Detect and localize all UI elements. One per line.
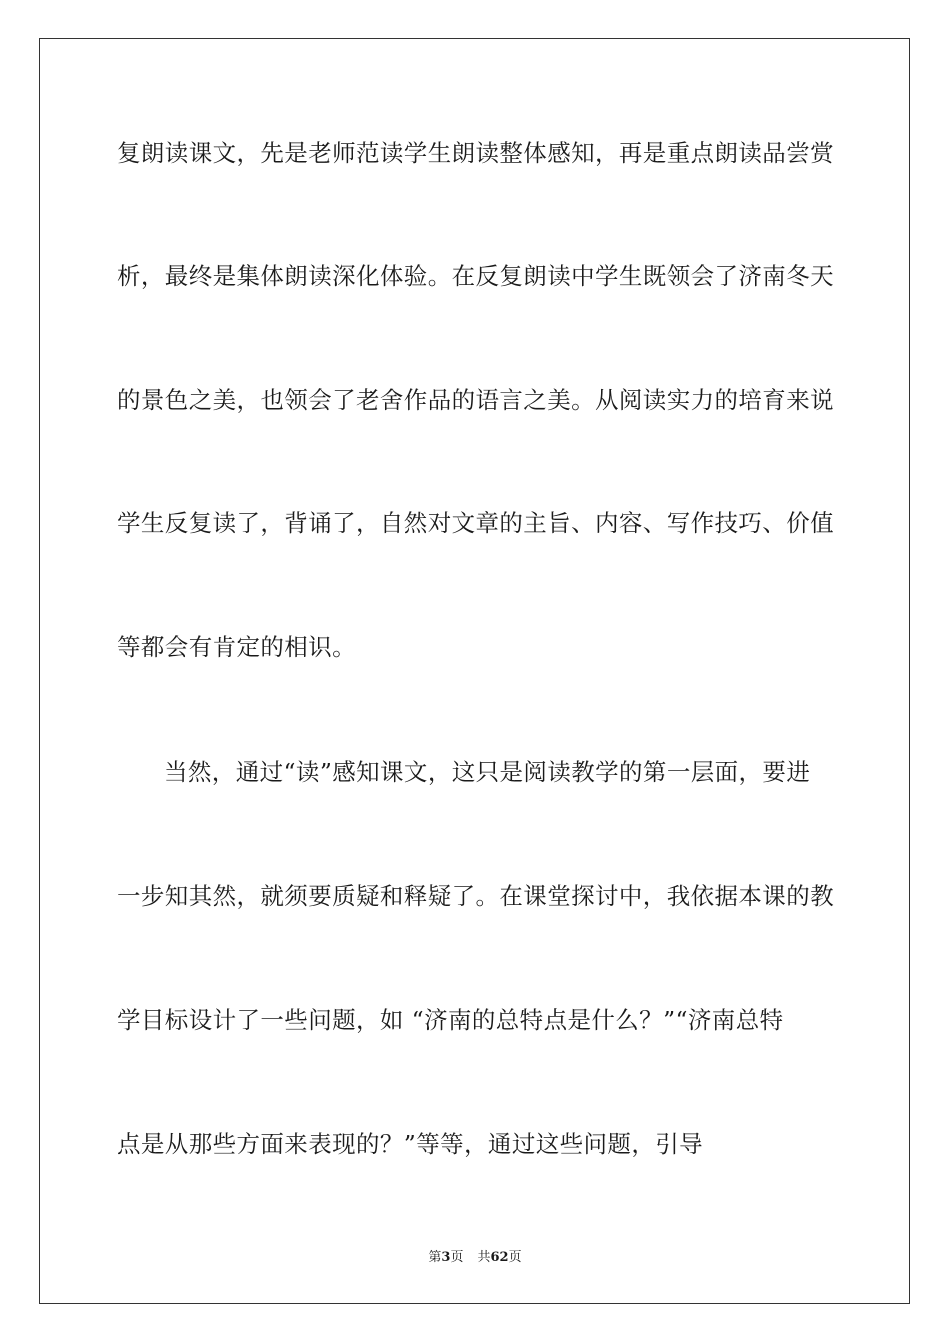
- page-label-suffix: 页: [450, 1250, 464, 1265]
- paragraph-first-line: 当然，通过“读”感知课文，这只是阅读教学的第一层面，要进: [164, 758, 811, 786]
- body-text-line: 的景色之美，也领会了老舍作品的语言之美。从阅读实力的培育来说: [117, 386, 834, 414]
- body-text-line: 点是从那些方面来表现的？”等等，通过这些问题，引导: [117, 1130, 704, 1158]
- body-text-line: 学生反复读了，背诵了，自然对文章的主旨、内容、写作技巧、价值: [117, 509, 834, 537]
- page-border: [39, 38, 910, 1304]
- body-text-line: 等都会有肯定的相识。: [117, 633, 356, 661]
- page-footer: [0, 1248, 950, 1268]
- body-text-line: 学目标设计了一些问题，如 “济南的总特点是什么？”“济南总特: [117, 1006, 784, 1034]
- body-text-line: 一步知其然，就须要质疑和释疑了。在课堂探讨中，我依据本课的教: [117, 882, 834, 910]
- body-text-line: 析，最终是集体朗读深化体验。在反复朗读中学生既领会了济南冬天: [117, 262, 834, 290]
- page-label-prefix: 第: [428, 1250, 442, 1265]
- page-number: 3: [441, 1250, 451, 1265]
- total-label-prefix: 共: [477, 1250, 491, 1265]
- total-pages: 62: [490, 1250, 509, 1265]
- body-text-line: 复朗读课文，先是老师范读学生朗读整体感知，再是重点朗读品尝赏: [117, 139, 834, 167]
- total-label-suffix: 页: [508, 1250, 522, 1265]
